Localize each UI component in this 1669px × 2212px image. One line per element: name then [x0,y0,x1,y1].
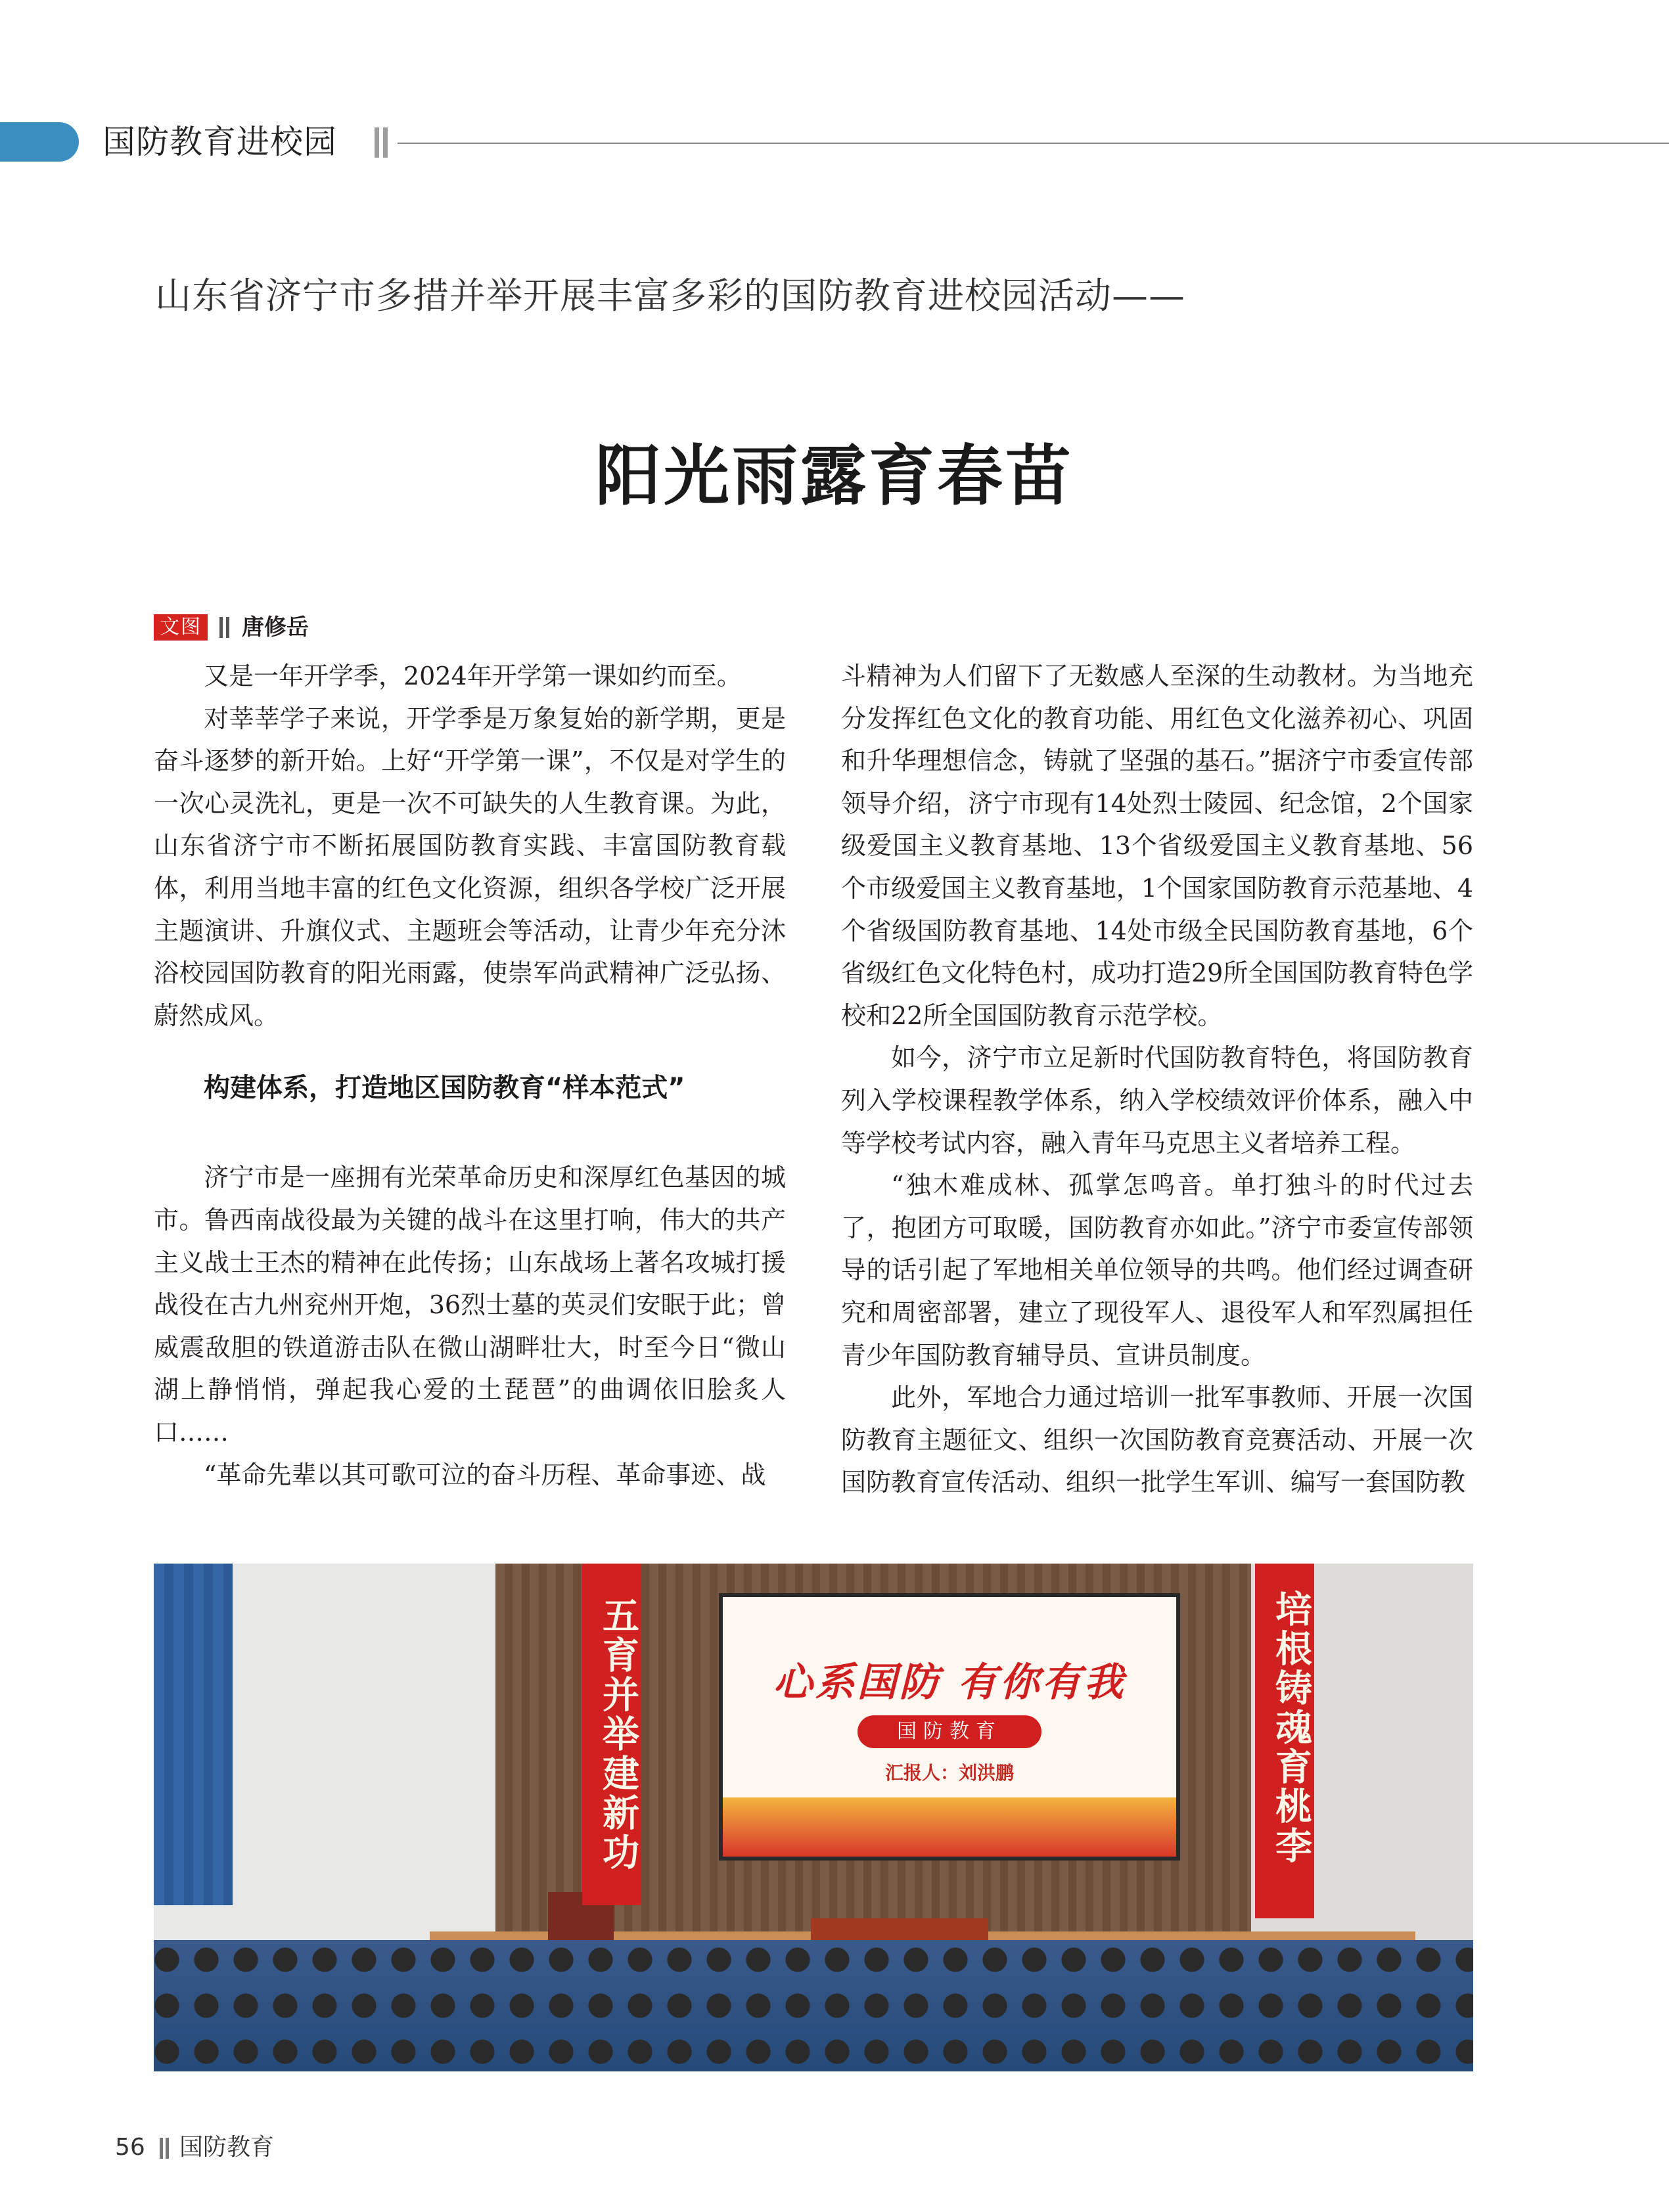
paragraph: “独木难成林、孤掌怎鸣音。单打独斗的时代过去了，抱团方可取暖，国防教育亦如此。”济宁市委宣传部领导的话引起了军地相关单位领导的共鸣。他们经过调查研究和周密部署，建立了现役军人、退役军人和军烈属担任青少年国防教育辅导员、宣讲员制度。 [841,1171,1473,1370]
section-divider-bar [383,127,388,158]
paragraph: 斗精神为人们留下了无数感人至深的生动教材。为当地充分发挥红色文化的教育功能、用红色文化滋养初心、巩固和升华理想信念，铸就了坚强的基石。”据济宁市委宣传部领导介绍，济宁市现有14处烈士陵园、纪念馆，2个国家级爱国主义教育基地、13个省级爱国主义教育基地、56个市级爱国主义教育基地，1个国家国防教育示范基地、4个省级国防教育基地、14处市级全民国防教育基地，6个省级红色文化特色村，成功打造29所全国国防教育特色学校和22所全国国防教育示范学校。 [841,662,1473,1030]
photo-curtain [154,1564,233,1905]
paragraph: 对莘莘学子来说，开学季是万象复始的新学期，更是奋斗逐梦的新开始。上好“开学第一课”，不仅是对学生的一次心灵洗礼，更是一次不可缺失的人生教育课。为此，山东省济宁市不断拓展国防教育实践、丰富国防教育载体，利用当地丰富的红色文化资源，组织各学校广泛开展主题演讲、升旗仪式、主题班会等活动，让青少年充分沐浴校园国防教育的阳光雨露，使崇军尚武精神广泛弘扬、蔚然成风。 [154,704,786,1030]
screen-slogan: 心系国防 有你有我 [773,1659,1126,1705]
screen-pill: 国防教育 [857,1715,1041,1748]
author-name: 唐修岳 [242,614,309,641]
photo-banner-right: 培根铸魂育桃李 [1255,1564,1314,1918]
section-header-pill [0,122,79,162]
section-heading: 构建体系，打造地区国防教育“样本范式” [204,1073,685,1104]
footer-divider [166,2138,169,2159]
footer-divider [160,2138,163,2159]
paragraph: 济宁市是一座拥有光荣革命历史和深厚红色基因的城市。鲁西南战役最为关键的战斗在这里打响，伟大的共产主义战士王杰的精神在此传扬；山东战场上著名攻城打援战役在古九州兖州开炮，36烈士墓的英灵们安眠于此；曾威震敌胆的铁道游击队在微山湖畔壮大，时至今日“微山湖上静悄悄，弹起我心爱的土琵琶”的曲调依旧脍炙人口…… [154,1163,786,1447]
section-title: 国防教育进校园 [103,123,337,161]
article-subtitle: 山东省济宁市多措并举开展丰富多彩的国防教育进校园活动—— [155,275,1186,317]
photo-audience [154,1940,1473,2071]
paragraph: “革命先辈以其可歌可泣的奋斗历程、革命事迹、战 [204,1460,766,1489]
screen-reporter: 汇报人：刘洪鹏 [884,1762,1014,1784]
article-photo [154,1564,1473,2071]
section-divider-bar [375,127,379,158]
article-column-left [154,655,786,1496]
byline-divider [226,617,229,638]
paragraph: 如今，济宁市立足新时代国防教育特色，将国防教育列入学校课程教学体系，纳入学校绩效评价体系，融入中等学校考试内容，融入青年马克思主义者培养工程。 [841,1043,1473,1158]
magazine-name: 国防教育 [179,2134,275,2161]
page-number: 56 [115,2134,145,2161]
screen-skyline [723,1797,1176,1857]
article-column-right [841,655,1473,1504]
paragraph: 此外，军地合力通过培训一批军事教师、开展一次国防教育主题征文、组织一次国防教育竞赛活动、开展一次国防教育宣传活动、组织一批学生军训、编写一套国防教 [841,1383,1473,1497]
paragraph: 又是一年开学季，2024年开学第一课如约而至。 [204,662,742,690]
byline-divider [219,617,223,638]
header-rule [398,143,1669,144]
photo-banner-left: 五育并举建新功 [582,1564,641,1905]
author-tag: 文图 [154,614,208,641]
article-title: 阳光雨露育春苗 [595,438,1074,514]
photo-projection-screen [719,1593,1180,1861]
